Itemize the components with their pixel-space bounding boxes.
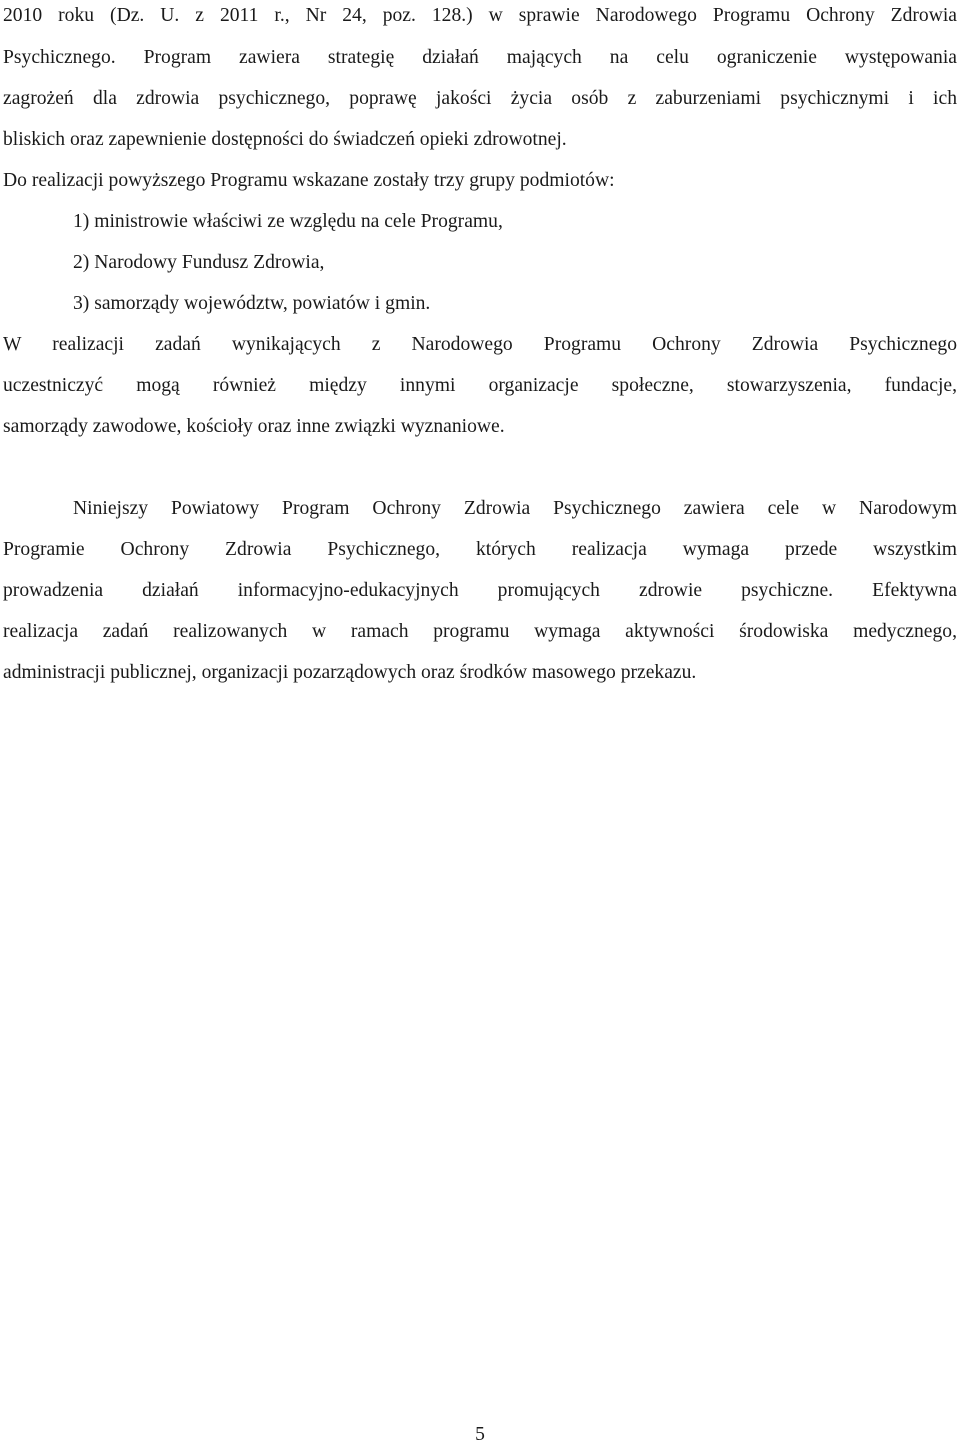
list-item: 1) ministrowie właściwi ze względu na cele Programu,	[73, 211, 503, 232]
text-line: Niniejszy Powiatowy Program Ochrony Zdrowia Psychicznego zawiera cele w Narodowym	[73, 498, 957, 519]
text-line: W realizacji zadań wynikających z Narodowego Programu Ochrony Zdrowia Psychicznego	[3, 334, 957, 355]
text-line: Psychicznego. Program zawiera strategię działań mających na celu ograniczenie występowania	[3, 47, 957, 68]
text-line: bliskich oraz zapewnienie dostępności do świadczeń opieki zdrowotnej.	[3, 129, 567, 150]
list-item: 3) samorządy województw, powiatów i gmin.	[73, 293, 431, 314]
page-number: 5	[475, 1424, 485, 1445]
text-line: Do realizacji powyższego Programu wskazane zostały trzy grupy podmiotów:	[3, 170, 615, 191]
text-line: zagrożeń dla zdrowia psychicznego, poprawę jakości życia osób z zaburzeniami psychicznymi i ich	[3, 88, 957, 109]
text-line: 2010 roku (Dz. U. z 2011 r., Nr 24, poz. 128.) w sprawie Narodowego Programu Ochrony Zdrowia	[3, 5, 957, 26]
text-line: Programie Ochrony Zdrowia Psychicznego, których realizacja wymaga przede wszystkim	[3, 539, 957, 560]
list-item: 2) Narodowy Fundusz Zdrowia,	[73, 252, 325, 273]
text-line: uczestniczyć mogą również między innymi organizacje społeczne, stowarzyszenia, fundacje,	[3, 375, 957, 396]
text-line: administracji publicznej, organizacji pozarządowych oraz środków masowego przekazu.	[3, 662, 697, 683]
text-line: samorządy zawodowe, kościoły oraz inne związki wyznaniowe.	[3, 416, 505, 437]
text-line: realizacja zadań realizowanych w ramach programu wymaga aktywności środowiska medycznego,	[3, 621, 957, 642]
text-line: prowadzenia działań informacyjno-edukacyjnych promujących zdrowie psychiczne. Efektywna	[3, 580, 957, 601]
